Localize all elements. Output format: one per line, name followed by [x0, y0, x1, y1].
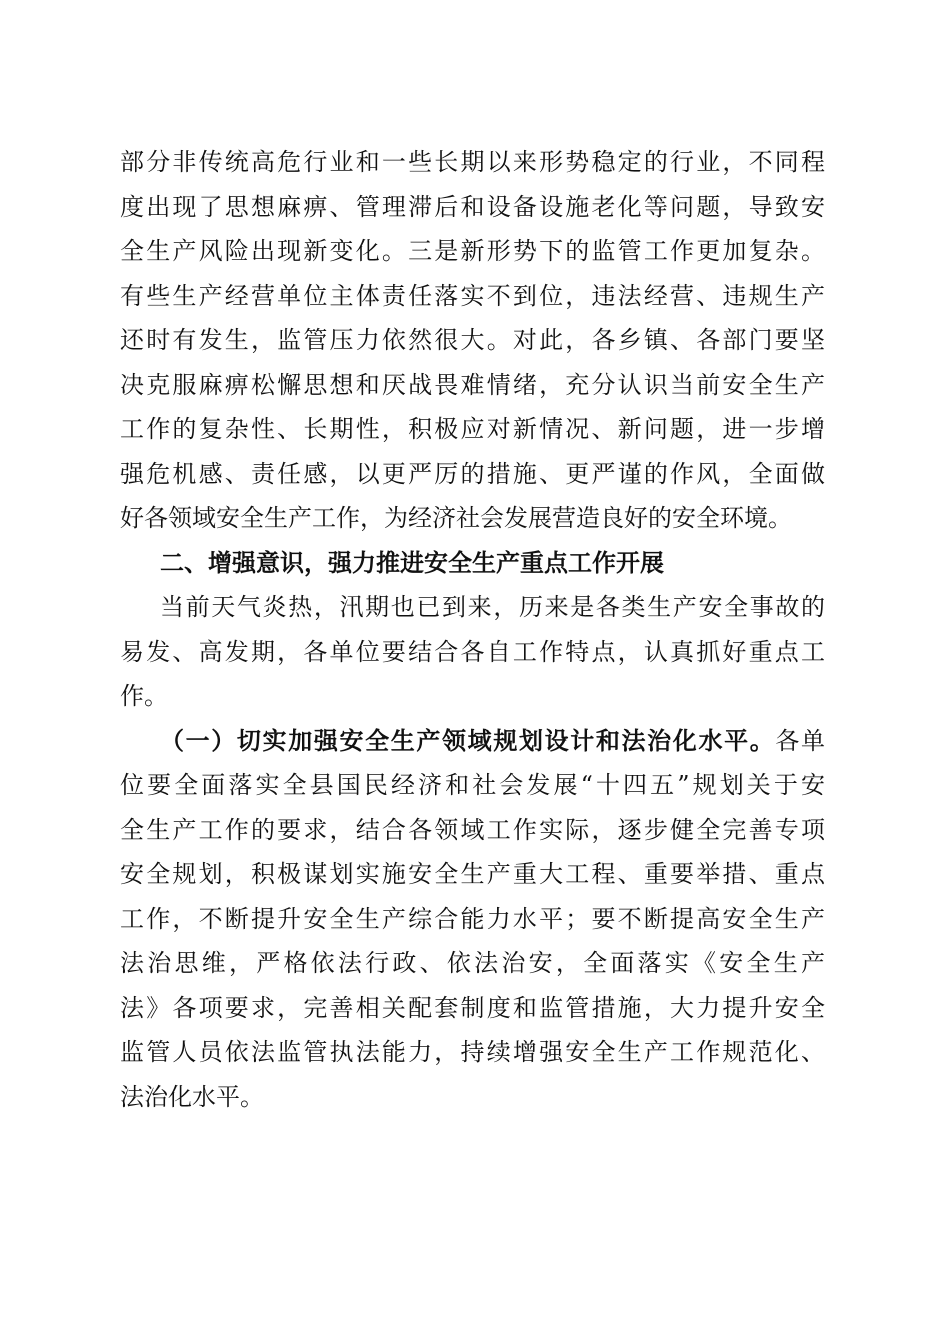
- paragraph-line: 还时有发生，监管压力依然很大。对此，各乡镇、各部门要坚: [120, 326, 825, 354]
- paragraph-line: 部分非传统高危行业和一些长期以来形势稳定的行业，不同程: [120, 148, 825, 176]
- paragraph-line: 工作，不断提升安全生产综合能力水平；要不断提高安全生产: [120, 904, 825, 933]
- paragraph-line: 监管人员依法监管执法能力，持续增强安全生产工作规范化、: [120, 1038, 825, 1066]
- subheading-line: [120, 719, 825, 764]
- paragraph-line: 全生产工作的要求，结合各领域工作实际，逐步健全完善专项: [120, 815, 825, 844]
- paragraph-line: 当前天气炎热，汛期也已到来，历来是各类生产安全事故的: [160, 593, 825, 621]
- section-heading: 二、增强意识，强力推进安全生产重点工作开展: [160, 548, 664, 577]
- subheading-bold-lead: （一）切实加强安全生产领域规划设计和法治化水平。: [160, 726, 776, 755]
- paragraph-line: 决克服麻痹松懈思想和厌战畏难情绪，充分认识当前安全生产: [120, 370, 825, 399]
- paragraph-line: 工作的复杂性、长期性，积极应对新情况、新问题，进一步增: [120, 415, 825, 443]
- paragraph-line: 位要全面落实全县国民经济和社会发展“十四五”规划关于安: [120, 771, 825, 799]
- paragraph-line: 好各领域安全生产工作，为经济社会发展营造良好的安全环境。: [120, 504, 792, 532]
- paragraph-line: 法治化水平。: [120, 1082, 264, 1111]
- paragraph-line: 有些生产经营单位主体责任落实不到位，违法经营、违规生产: [120, 281, 825, 310]
- paragraph-line: 法》各项要求，完善相关配套制度和监管措施，大力提升安全: [120, 993, 825, 1022]
- paragraph-line: 全生产风险出现新变化。三是新形势下的监管工作更加复杂。: [120, 237, 825, 265]
- paragraph-line: 法治思维，严格依法行政、依法治安，全面落实《安全生产: [120, 949, 825, 977]
- paragraph-line: 易发、高发期，各单位要结合各自工作特点，认真抓好重点工: [120, 637, 825, 666]
- subheading-rest: 各单: [775, 726, 825, 755]
- paragraph-line: 作。: [120, 682, 168, 710]
- paragraph-line: 度出现了思想麻痹、管理滞后和设备设施老化等问题，导致安: [120, 192, 825, 221]
- paragraph-line: 安全规划，积极谋划实施安全生产重大工程、重要举措、重点: [120, 860, 825, 888]
- paragraph-line: 强危机感、责任感，以更严厉的措施、更严谨的作风，全面做: [120, 459, 825, 488]
- document-body: [120, 140, 825, 1119]
